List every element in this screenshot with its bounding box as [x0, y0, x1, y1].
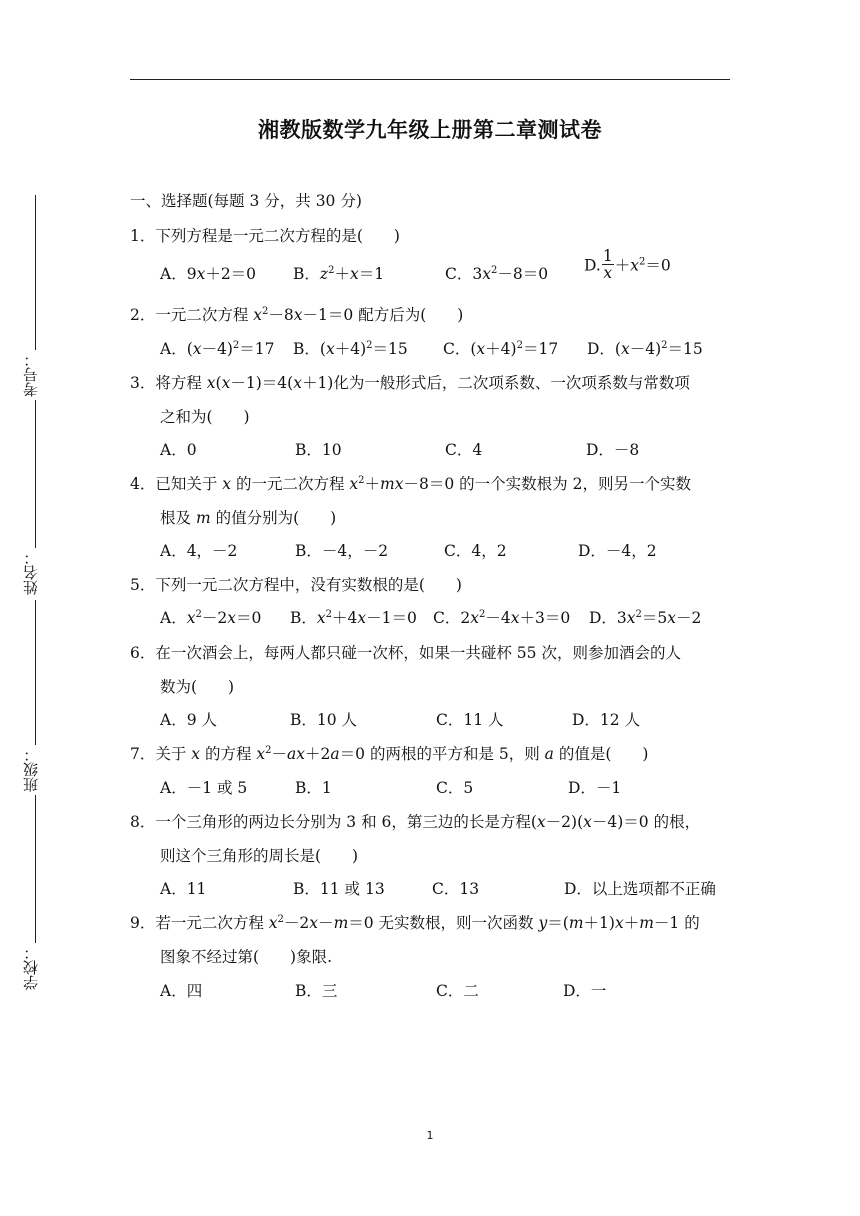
side-label-school: 学校： — [22, 945, 40, 990]
question-5-stem: 5．下列一元二次方程中，没有实数根的是( ) — [130, 576, 462, 594]
option-d: D．一 — [563, 982, 607, 1000]
option-a: A．11 — [160, 880, 207, 898]
option-c: C．4 — [445, 441, 483, 459]
side-line-class — [35, 600, 36, 745]
question-2-stem: 2．一元二次方程 $x^2-8x-1=0$ 配方后为( ) — [130, 306, 464, 324]
option-b: B．三 — [295, 982, 338, 1000]
option-b: B．$x^2+4x-1=0$ — [290, 609, 417, 627]
option-c: C．$(x+4)^2=17$ — [443, 340, 559, 358]
question-8-stem: 8．一个三角形的两边长分别为 3 和 6，第三边的长是方程(x－2)(x－4)＝0 的根， — [130, 813, 701, 831]
option-b: B．－4，－2 — [295, 542, 389, 560]
question-6-stem: 6．在一次酒会上，每两人都只碰一次杯，如果一共碰杯 55 次，则参加酒会的人 — [130, 644, 681, 662]
section-heading: 一、选择题(每题 3 分，共 30 分) — [130, 192, 362, 210]
option-b: B．11 或 13 — [293, 880, 385, 898]
option-d: D．$3x^2=5x-2$ — [589, 609, 702, 627]
option-a: A．四 — [160, 982, 203, 1000]
option-d: D．－8 — [586, 441, 640, 459]
option-b: B．10 人 — [290, 711, 358, 729]
question-4-stem: 4．已知关于 x 的一元二次方程 $x^2+mx-8=0$ 的一个实数根为 2，则另一个实数 — [130, 475, 691, 493]
option-a: A．4，－2 — [160, 542, 238, 560]
option-c: C．13 — [432, 880, 480, 898]
question-8-stem-cont: 则这个三角形的周长是( ) — [160, 847, 359, 865]
side-label-class: 班级： — [22, 747, 40, 792]
option-b: B．$(x+4)^2=15$ — [293, 340, 408, 358]
option-a: A．9 人 — [160, 711, 217, 729]
option-a: A．－1 或 5 — [160, 779, 248, 797]
option-a: A．0 — [160, 441, 197, 459]
side-label-exam-number: 考号： — [22, 352, 40, 397]
side-line-school — [35, 795, 36, 943]
option-b: B．10 — [295, 441, 342, 459]
page-number: 1 — [426, 1129, 434, 1142]
option-d: D．以上选项都不正确 — [564, 880, 716, 898]
option-d: D．－4，2 — [578, 542, 657, 560]
option-c: C．4，2 — [444, 542, 507, 560]
question-1-stem: 1．下列方程是一元二次方程的是( ) — [130, 227, 400, 245]
option-b: B．$z^2+x=1$ — [293, 265, 385, 283]
option-c: C．11 人 — [436, 711, 504, 729]
option-c: C．$2x^2-4x+3=0$ — [433, 609, 571, 627]
question-7-stem: 7．关于 x 的方程 $x^2-ax+2a=0$ 的两根的平方和是 5，则 a 的值是( ) — [130, 745, 649, 763]
question-6-stem-cont: 数为( ) — [160, 678, 235, 696]
option-a: A．9x＋2＝0 — [160, 265, 257, 283]
question-9-stem: 9．若一元二次方程 $x^2-2x-m=0$ 无实数根，则一次函数 y＝(m＋1)x＋m－1 的 — [130, 914, 700, 932]
question-4-stem-cont: 根及 m 的值分别为( ) — [160, 509, 337, 527]
header-rule — [130, 79, 730, 80]
option-d: D．$(x-4)^2=15$ — [587, 340, 703, 358]
option-c: C．二 — [436, 982, 479, 1000]
option-a: A．$x^2-2x=0$ — [160, 609, 262, 627]
question-9-stem-cont: 图象不经过第( )象限. — [160, 948, 333, 966]
side-label-name: 姓名： — [22, 550, 40, 595]
option-c: C．$3x^2-8=0$ — [445, 265, 549, 283]
option-c: C．5 — [436, 779, 474, 797]
exam-title: 湘教版数学九年级上册第二章测试卷 — [258, 118, 602, 142]
question-3-stem-cont: 之和为( ) — [160, 408, 250, 426]
side-line-exam-number — [35, 195, 36, 350]
side-line-name — [35, 400, 36, 548]
option-d: D. $\frac{1}{x}$ $+x^2=0$ — [584, 247, 671, 282]
question-3-stem: 3．将方程 x(x－1)＝4(x＋1)化为一般形式后，二次项系数、一次项系数与常数项 — [130, 374, 690, 392]
option-d: D．12 人 — [572, 711, 641, 729]
fraction: $\frac{1}{x}$ — [602, 247, 613, 282]
option-d: D．－1 — [568, 779, 622, 797]
option-a: A．$(x-4)^2=17$ — [160, 340, 275, 358]
option-b: B．1 — [295, 779, 332, 797]
